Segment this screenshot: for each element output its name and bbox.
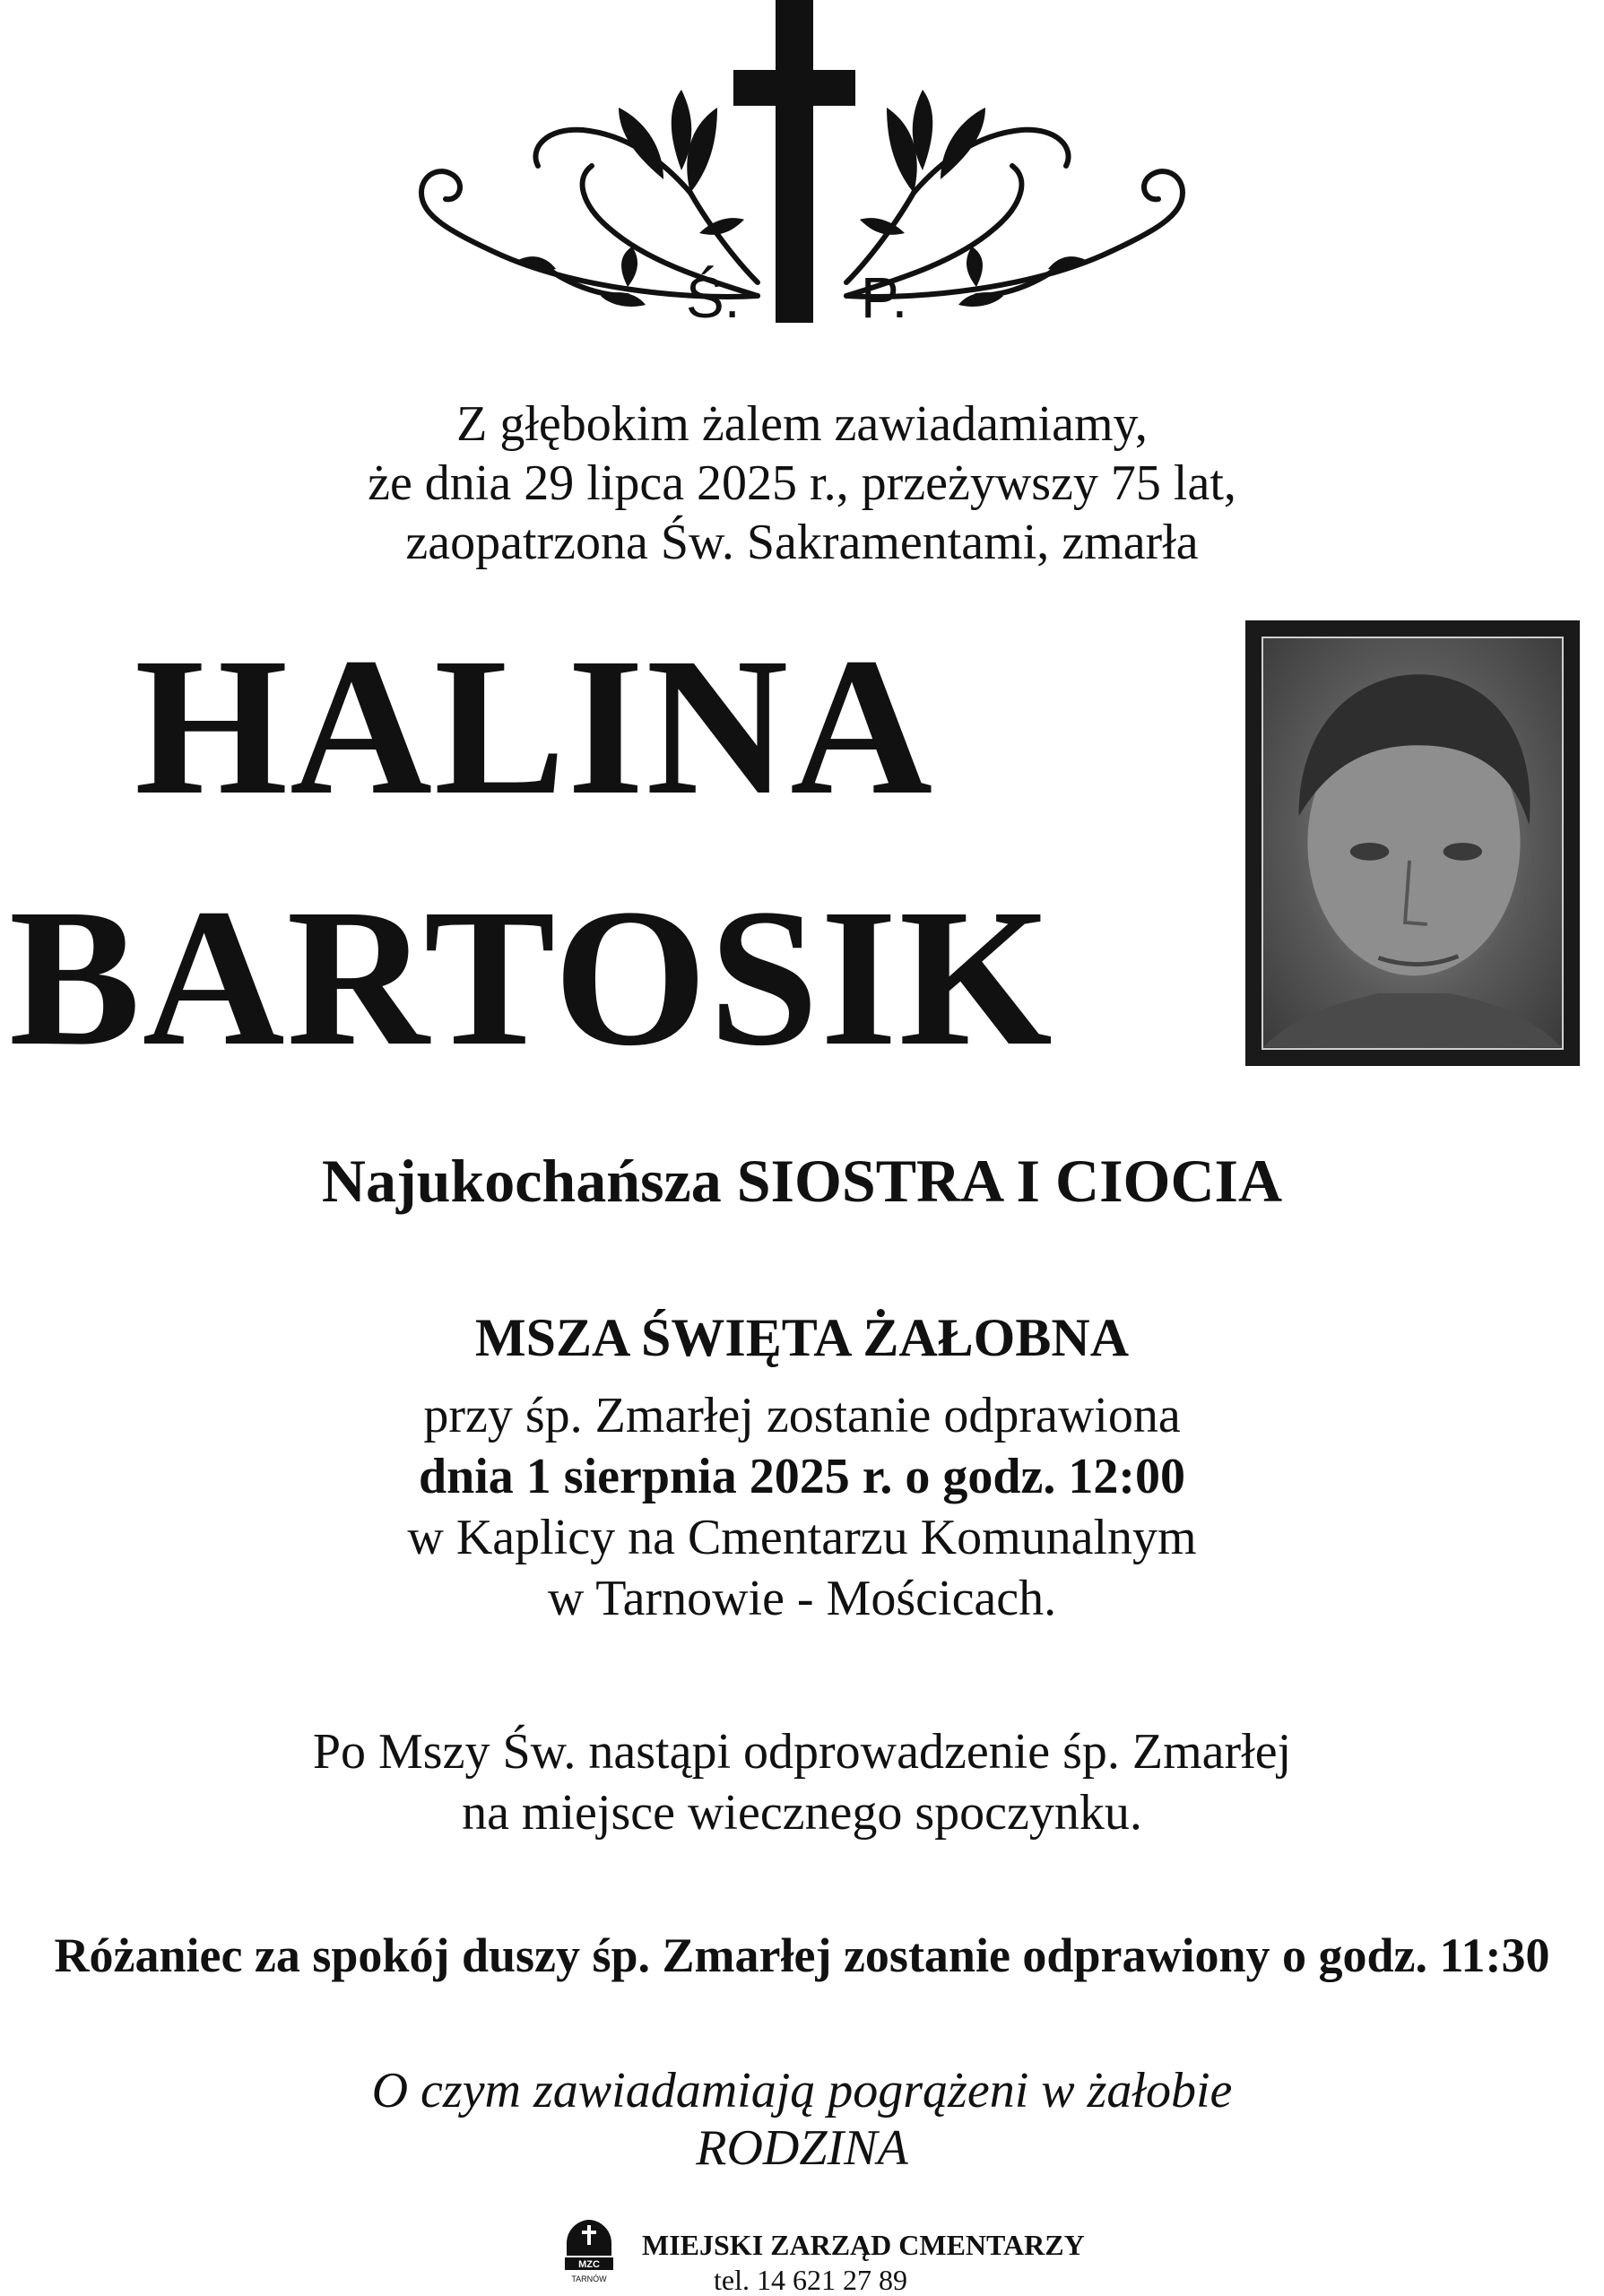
closing-family: RODZINA: [696, 2120, 908, 2176]
rosary-text: Różaniec za spokój duszy śp. Zmarłej zostanie odprawiony o godz. 11:30: [54, 1928, 1550, 1982]
deceased-first-name: HALINA: [134, 617, 935, 836]
sp-right-letter: P.: [861, 265, 908, 330]
after-mass-text: [0, 1721, 1604, 1843]
logo-text-top: MZC: [578, 2259, 600, 2270]
relation-text: Najukochańsza SIOSTRA I CIOCIA: [321, 1147, 1283, 1215]
mass-date-time: dnia 1 sierpnia 2025 r. o godz. 12:00: [418, 1449, 1186, 1504]
after-mass-line-2: na miejsce wiecznego spoczynku.: [462, 1785, 1142, 1841]
intro-line-3: zaopatrzona Św. Sakramentami, zmarła: [405, 515, 1199, 570]
intro-text: [0, 394, 1604, 572]
logo-text-bottom: TARNÓW: [571, 2274, 607, 2283]
mass-line-1: przy śp. Zmarłej zostanie odprawiona: [423, 1388, 1181, 1443]
sp-left-letter: Ś.: [686, 265, 741, 330]
mass-details: [0, 1385, 1604, 1629]
footer-phone: tel. 14 621 27 89: [714, 2264, 907, 2296]
closing-text: [0, 2062, 1604, 2177]
cross-icon: [776, 0, 813, 323]
mass-line-3: w Kaplicy na Cmentarzu Komunalnym: [407, 1510, 1197, 1565]
closing-line-1: O czym zawiadamiają pogrążeni w żałobie: [371, 2063, 1233, 2118]
portrait-frame: [1245, 620, 1580, 1066]
cross-ornament: [0, 0, 1604, 359]
intro-line-2: że dnia 29 lipca 2025 r., przeżywszy 75 lat,: [368, 455, 1236, 511]
mass-title: MSZA ŚWIĘTA ŻAŁOBNA: [474, 1308, 1130, 1367]
after-mass-line-1: Po Mszy Św. nastąpi odprowadzenie śp. Zmarłej: [312, 1724, 1292, 1780]
footer-organization: MIEJSKI ZARZĄD CMENTARZY: [642, 2229, 1085, 2261]
person-silhouette-icon: [1263, 638, 1562, 1048]
portrait-photo: [1262, 637, 1564, 1050]
mass-line-4: w Tarnowie - Mościcach.: [547, 1571, 1057, 1626]
intro-line-1: Z głębokim żalem zawiadamiamy,: [456, 396, 1148, 452]
cemetery-logo: [563, 2216, 615, 2286]
deceased-last-name: BARTOSIK: [9, 868, 1054, 1087]
